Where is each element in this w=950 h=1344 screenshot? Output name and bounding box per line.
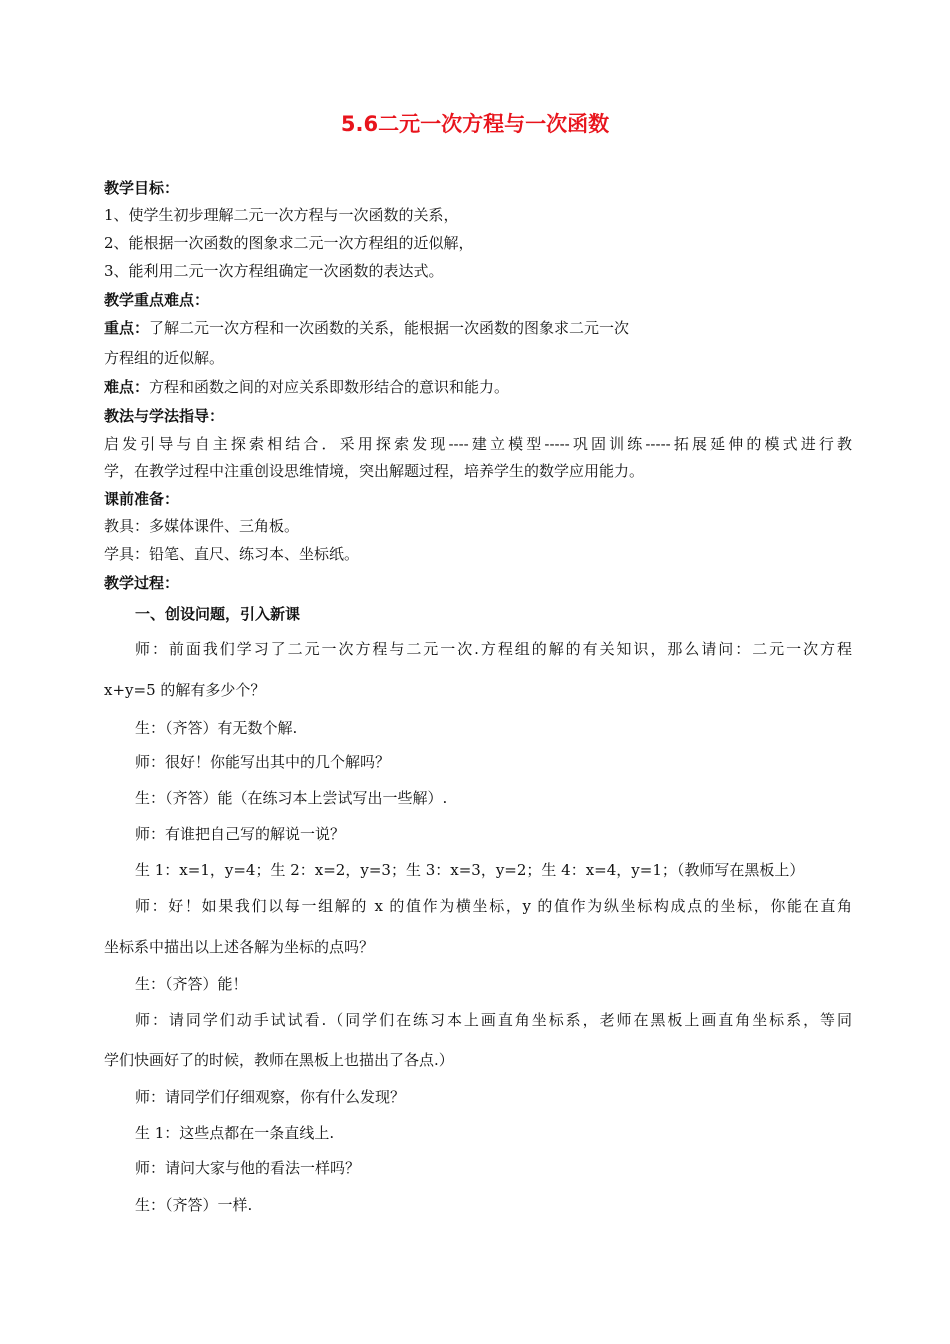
page-title: 5.6二元一次方程与一次函数 bbox=[340, 112, 610, 136]
key-points-heading: 教学重点难点： bbox=[104, 291, 210, 309]
dialogue-line: 生：（齐答）有无数个解. bbox=[135, 719, 298, 737]
focus-label: 重点： bbox=[104, 319, 150, 337]
teacher-tools: 教具：多媒体课件、三角板。 bbox=[104, 517, 300, 535]
dialogue-line: 师：很好！你能写出其中的几个解吗？ bbox=[135, 753, 391, 771]
method-text-1: 启发引导与自主探索相结合．采用探索发现----建立模型-----巩固训练-----拓展延伸的模式进行教 bbox=[104, 435, 852, 453]
dialogue-line: 师：请同学们动手试试看.（同学们在练习本上画直角坐标系，老师在黑板上画直角坐标系，等同 bbox=[135, 1011, 852, 1029]
dialogue-line: 师：请问大家与他的看法一样吗？ bbox=[135, 1159, 361, 1177]
difficulty-text: 方程和函数之间的对应关系即数形结合的意识和能力。 bbox=[149, 378, 510, 396]
focus-line-2: 方程组的近似解。 bbox=[104, 349, 225, 367]
dialogue-line: x+y=5 的解有多少个？ bbox=[104, 681, 266, 699]
focus-text: 了解二元一次方程和一次函数的关系，能根据一次函数的图象求二元一次 bbox=[149, 319, 630, 337]
goal-item-3: 3、能利用二元一次方程组确定一次函数的表达式。 bbox=[104, 262, 444, 280]
dialogue-line: 师：前面我们学习了二元一次方程与二元一次.方程组的解的有关知识，那么请问：二元一次方程 bbox=[135, 640, 852, 658]
dialogue-line: 生 1：这些点都在一条直线上. bbox=[135, 1124, 335, 1142]
dialogue-line: 师：请同学们仔细观察，你有什么发现？ bbox=[135, 1088, 406, 1106]
method-heading: 教法与学法指导： bbox=[104, 407, 225, 425]
focus-line-1 bbox=[104, 318, 629, 338]
goals-heading: 教学目标： bbox=[104, 179, 180, 197]
preparation-heading: 课前准备： bbox=[104, 490, 180, 508]
dialogue-line: 师：有谁把自己写的解说一说？ bbox=[135, 825, 346, 843]
difficulty-line bbox=[104, 377, 509, 397]
dialogue-line: 学们快画好了的时候，教师在黑板上也描出了各点.） bbox=[104, 1051, 454, 1069]
dialogue-line: 坐标系中描出以上述各解为坐标的点吗？ bbox=[104, 938, 375, 956]
goal-item-1: 1、使学生初步理解二元一次方程与一次函数的关系， bbox=[104, 206, 459, 224]
method-text-2: 学，在教学过程中注重创设思维情境，突出解题过程，培养学生的数学应用能力。 bbox=[104, 462, 645, 480]
dialogue-line: 生：（齐答）能！ bbox=[135, 975, 248, 993]
student-tools: 学具：铅笔、直尺、练习本、坐标纸。 bbox=[104, 545, 360, 563]
goal-item-2: 2、能根据一次函数的图象求二元一次方程组的近似解， bbox=[104, 234, 474, 252]
dialogue-line: 生 1：x=1，y=4；生 2：x=2，y=3；生 3：x=3，y=2；生 4：x=4，y=1；（教师写在黑板上） bbox=[135, 861, 805, 879]
dialogue-line: 生：（齐答）能（在练习本上尝试写出一些解）. bbox=[135, 789, 448, 807]
process-heading: 教学过程： bbox=[104, 574, 180, 592]
dialogue-line: 师：好！如果我们以每一组解的 x 的值作为横坐标，y 的值作为纵坐标构成点的坐标，你能在直角 bbox=[135, 897, 852, 915]
difficulty-label: 难点： bbox=[104, 378, 150, 396]
dialogue-line: 生：（齐答）一样. bbox=[135, 1196, 253, 1214]
section-heading-1: 一、创设问题，引入新课 bbox=[135, 605, 301, 623]
